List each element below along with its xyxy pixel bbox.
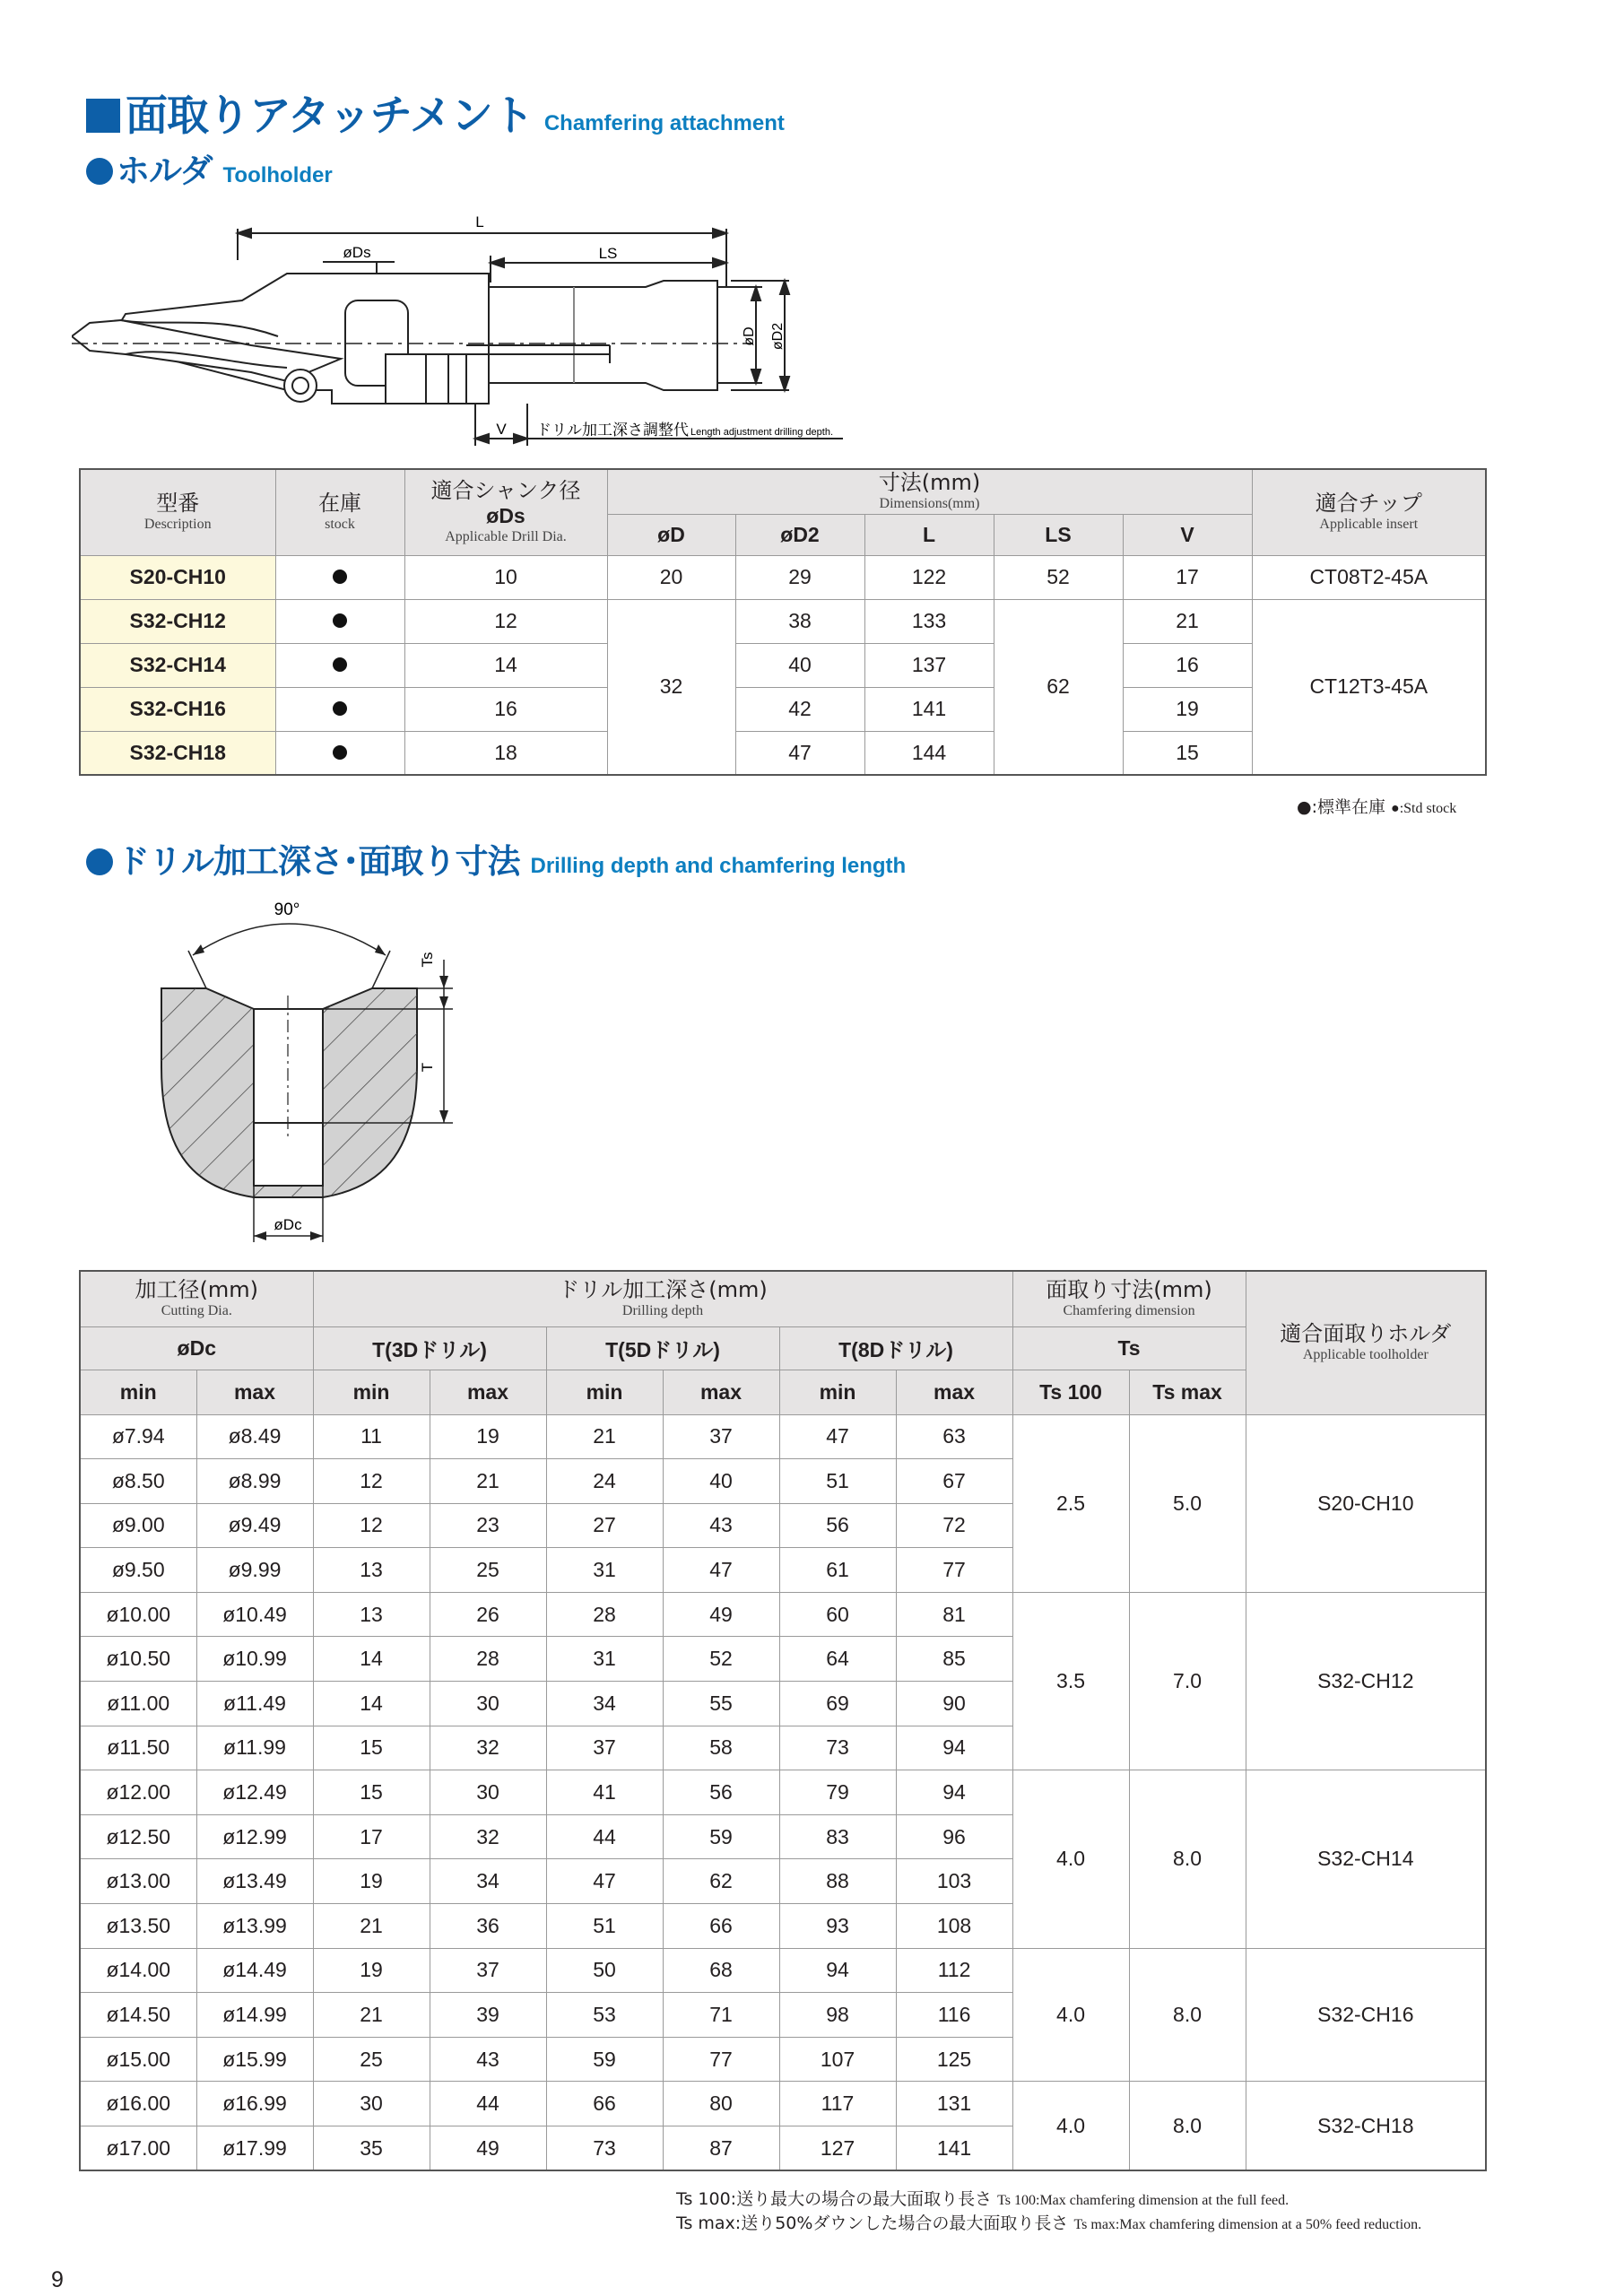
table-cell: 62 <box>663 1859 779 1904</box>
table-cell: ø11.00 <box>80 1682 196 1726</box>
table-cell: 96 <box>896 1814 1012 1859</box>
table-cell: 85 <box>896 1637 1012 1682</box>
cell-holder: S32-CH16 <box>1246 1948 1486 2082</box>
table-cell: 31 <box>546 1637 663 1682</box>
cell-ls: 62 <box>994 599 1123 775</box>
table-cell: 108 <box>896 1904 1012 1949</box>
cell-model: S32-CH16 <box>80 687 275 731</box>
table-cell: 80 <box>663 2082 779 2126</box>
table-cell: ø14.00 <box>80 1948 196 1993</box>
cell-ts100: 4.0 <box>1012 1948 1129 2082</box>
table-cell: ø12.49 <box>196 1770 313 1815</box>
table-cell: 77 <box>896 1548 1012 1593</box>
table-cell: ø14.50 <box>80 1993 196 2038</box>
table-cell: ø16.99 <box>196 2082 313 2126</box>
table-cell: ø10.00 <box>80 1592 196 1637</box>
table-cell: 72 <box>896 1503 1012 1548</box>
table-cell: 94 <box>779 1948 896 1993</box>
cell-tsmax: 7.0 <box>1129 1592 1246 1770</box>
table-cell: 35 <box>313 2126 430 2171</box>
section-heading-holder <box>86 144 333 192</box>
label-adjust-en: Length adjustment drilling depth. <box>690 427 833 438</box>
cell-tsmax: 8.0 <box>1129 1948 1246 2082</box>
th-max: max <box>896 1370 1012 1414</box>
table-cell: ø9.00 <box>80 1503 196 1548</box>
table-cell: ø14.99 <box>196 1993 313 2038</box>
table-row <box>80 1948 1486 1993</box>
page-number: 9 <box>51 2267 64 2292</box>
table-cell: 59 <box>546 2037 663 2082</box>
cell-v: 21 <box>1123 599 1252 643</box>
table-cell: 64 <box>779 1637 896 1682</box>
table-cell: 47 <box>663 1548 779 1593</box>
table-cell: 79 <box>779 1770 896 1815</box>
table-cell: 17 <box>313 1814 430 1859</box>
table-cell: 59 <box>663 1814 779 1859</box>
table-cell: 94 <box>896 1726 1012 1770</box>
table-cell: 66 <box>546 2082 663 2126</box>
square-bullet-icon <box>86 99 120 133</box>
table-cell: 56 <box>663 1770 779 1815</box>
table-cell: ø16.00 <box>80 2082 196 2126</box>
cell-v: 17 <box>1123 555 1252 599</box>
cell-d2: 29 <box>735 555 864 599</box>
table-cell: 117 <box>779 2082 896 2126</box>
cell-ts100: 4.0 <box>1012 1770 1129 1948</box>
holder-table <box>79 468 1487 776</box>
cell-d2: 38 <box>735 599 864 643</box>
table-cell: 87 <box>663 2126 779 2171</box>
table-cell: 34 <box>430 1859 546 1904</box>
table-row <box>80 2082 1486 2126</box>
th-drill: ドリル加工深さ(mm) Drilling depth <box>313 1271 1012 1326</box>
cell-d2: 47 <box>735 731 864 775</box>
section-holder-en: Toolholder <box>222 163 333 187</box>
table-cell: 131 <box>896 2082 1012 2126</box>
table-cell: 88 <box>779 1859 896 1904</box>
table-cell: ø12.00 <box>80 1770 196 1815</box>
page-title <box>86 83 785 143</box>
table-cell: 73 <box>546 2126 663 2171</box>
stock-bullet <box>275 555 404 599</box>
table-cell: ø11.50 <box>80 1726 196 1770</box>
note-tsmax: Ts max:送り50%ダウンした場合の最大面取り長さ Ts max:Max chamfering dimension at a 50% feed reduction. <box>676 2213 1422 2233</box>
th-ls: LS <box>994 514 1123 555</box>
cell-model: S20-CH10 <box>80 555 275 599</box>
stock-bullet <box>275 599 404 643</box>
table-row <box>80 555 1486 599</box>
stock-bullet <box>275 731 404 775</box>
cell-insert: CT08T2-45A <box>1252 555 1486 599</box>
table-cell: 103 <box>896 1859 1012 1904</box>
cell-ts100: 3.5 <box>1012 1592 1129 1770</box>
label-angle: 90° <box>274 900 300 919</box>
table-cell: 12 <box>313 1503 430 1548</box>
table-cell: 28 <box>430 1637 546 1682</box>
th-ts: Ts <box>1012 1326 1246 1370</box>
th-holder: 適合面取りホルダ Applicable toolholder <box>1246 1271 1486 1414</box>
section-depth-jp: ドリル加工深さ･面取り寸法 <box>117 842 520 881</box>
table-cell: 49 <box>430 2126 546 2171</box>
cell-tsmax: 8.0 <box>1129 2082 1246 2170</box>
table-cell: 93 <box>779 1904 896 1949</box>
table-cell: 50 <box>546 1948 663 1993</box>
th-dims: 寸法(mm) Dimensions(mm) <box>607 469 1252 514</box>
th-v: V <box>1123 514 1252 555</box>
table-cell: 13 <box>313 1548 430 1593</box>
cell-ds: 12 <box>404 599 607 643</box>
th-t3: T(3Dドリル) <box>313 1326 546 1370</box>
table-cell: ø9.99 <box>196 1548 313 1593</box>
th-shank: 適合シャンク径 øDs Applicable Drill Dia. <box>404 469 607 555</box>
table-cell: 32 <box>430 1814 546 1859</box>
table-cell: ø13.00 <box>80 1859 196 1904</box>
table-row <box>80 1770 1486 1815</box>
table-cell: 51 <box>779 1459 896 1504</box>
table-cell: 14 <box>313 1682 430 1726</box>
table-cell: ø17.99 <box>196 2126 313 2171</box>
th-dc: øDc <box>80 1326 313 1370</box>
label-dc: øDc <box>274 1216 302 1233</box>
table-cell: 13 <box>313 1592 430 1637</box>
table-cell: 141 <box>896 2126 1012 2171</box>
table-cell: ø14.49 <box>196 1948 313 1993</box>
table-cell: 43 <box>663 1503 779 1548</box>
cell-ds: 14 <box>404 643 607 687</box>
table-cell: 60 <box>779 1592 896 1637</box>
cell-holder: S32-CH14 <box>1246 1770 1486 1948</box>
cell-tsmax: 8.0 <box>1129 1770 1246 1948</box>
label-LS: LS <box>598 245 618 262</box>
table-cell: 15 <box>313 1770 430 1815</box>
table-cell: 27 <box>546 1503 663 1548</box>
table-cell: 26 <box>430 1592 546 1637</box>
cell-ls: 52 <box>994 555 1123 599</box>
table-cell: 21 <box>430 1459 546 1504</box>
table-cell: 56 <box>779 1503 896 1548</box>
cell-holder: S20-CH10 <box>1246 1414 1486 1592</box>
th-d: øD <box>607 514 735 555</box>
cell-model: S32-CH14 <box>80 643 275 687</box>
cell-ds: 18 <box>404 731 607 775</box>
cell-l: 122 <box>864 555 994 599</box>
cell-d: 32 <box>607 599 735 775</box>
table-cell: 21 <box>313 1993 430 2038</box>
table-cell: 98 <box>779 1993 896 2038</box>
circle-bullet-icon <box>86 158 113 185</box>
table-cell: 81 <box>896 1592 1012 1637</box>
th-tsmax: Ts max <box>1129 1370 1246 1414</box>
title-en: Chamfering attachment <box>543 111 785 135</box>
th-stock: 在庫 stock <box>275 469 404 555</box>
cell-ts100: 4.0 <box>1012 2082 1129 2170</box>
table-cell: 12 <box>313 1459 430 1504</box>
table-cell: ø7.94 <box>80 1414 196 1459</box>
table-cell: 61 <box>779 1548 896 1593</box>
table-cell: 30 <box>430 1682 546 1726</box>
label-D2: øD2 <box>770 322 786 351</box>
th-max: max <box>663 1370 779 1414</box>
table-row <box>80 599 1486 643</box>
table-cell: 49 <box>663 1592 779 1637</box>
table-cell: 51 <box>546 1904 663 1949</box>
th-ts100: Ts 100 <box>1012 1370 1129 1414</box>
section-depth-en: Drilling depth and chamfering length <box>530 854 907 878</box>
table-cell: 125 <box>896 2037 1012 2082</box>
th-model: 型番 Description <box>80 469 275 555</box>
table-cell: ø8.50 <box>80 1459 196 1504</box>
table-cell: 47 <box>546 1859 663 1904</box>
table-cell: ø13.49 <box>196 1859 313 1904</box>
table-cell: 24 <box>546 1459 663 1504</box>
table-cell: 30 <box>430 1770 546 1815</box>
table-cell: 21 <box>546 1414 663 1459</box>
table-cell: 11 <box>313 1414 430 1459</box>
table-cell: 63 <box>896 1414 1012 1459</box>
table-cell: 14 <box>313 1637 430 1682</box>
cell-d: 20 <box>607 555 735 599</box>
cell-v: 15 <box>1123 731 1252 775</box>
th-t8: T(8Dドリル) <box>779 1326 1012 1370</box>
label-ts: Ts <box>419 952 436 968</box>
cell-d2: 40 <box>735 643 864 687</box>
cell-l: 144 <box>864 731 994 775</box>
table-cell: 58 <box>663 1726 779 1770</box>
stock-note: ●:標準在庫 ●:Std stock <box>1297 797 1457 817</box>
table-cell: 37 <box>546 1726 663 1770</box>
depth-table-body <box>80 1414 1486 2170</box>
table-cell: 19 <box>313 1859 430 1904</box>
stock-bullet <box>275 643 404 687</box>
cell-holder: S32-CH18 <box>1246 2082 1486 2170</box>
label-V: V <box>496 421 507 438</box>
cell-l: 133 <box>864 599 994 643</box>
table-cell: 34 <box>546 1682 663 1726</box>
th-min: min <box>80 1370 196 1414</box>
cell-l: 141 <box>864 687 994 731</box>
table-cell: 127 <box>779 2126 896 2171</box>
table-cell: 77 <box>663 2037 779 2082</box>
table-cell: 66 <box>663 1904 779 1949</box>
table-cell: 39 <box>430 1993 546 2038</box>
table-cell: 30 <box>313 2082 430 2126</box>
table-cell: 116 <box>896 1993 1012 2038</box>
th-d2: øD2 <box>735 514 864 555</box>
table-cell: 15 <box>313 1726 430 1770</box>
table-cell: 44 <box>546 1814 663 1859</box>
table-cell: ø12.99 <box>196 1814 313 1859</box>
th-chamfer: 面取り寸法(mm) Chamfering dimension <box>1012 1271 1246 1326</box>
table-cell: ø8.49 <box>196 1414 313 1459</box>
cell-d2: 42 <box>735 687 864 731</box>
table-cell: 52 <box>663 1637 779 1682</box>
table-cell: 19 <box>313 1948 430 1993</box>
table-cell: 53 <box>546 1993 663 2038</box>
th-cut: 加工径(mm) Cutting Dia. <box>80 1271 313 1326</box>
cell-ts100: 2.5 <box>1012 1414 1129 1592</box>
th-min: min <box>313 1370 430 1414</box>
table-cell: 83 <box>779 1814 896 1859</box>
th-min: min <box>546 1370 663 1414</box>
table-cell: 25 <box>430 1548 546 1593</box>
note-ts100: Ts 100:送り最大の場合の最大面取り長さ Ts 100:Max chamfering dimension at the full feed. <box>676 2189 1290 2209</box>
table-cell: 47 <box>779 1414 896 1459</box>
th-insert: 適合チップ Applicable insert <box>1252 469 1486 555</box>
cell-insert: CT12T3-45A <box>1252 599 1486 775</box>
cell-l: 137 <box>864 643 994 687</box>
table-cell: ø8.99 <box>196 1459 313 1504</box>
label-Ds: øDs <box>343 244 371 261</box>
table-cell: 67 <box>896 1459 1012 1504</box>
table-cell: ø17.00 <box>80 2126 196 2171</box>
table-cell: 23 <box>430 1503 546 1548</box>
table-cell: 71 <box>663 1993 779 2038</box>
table-cell: ø9.50 <box>80 1548 196 1593</box>
th-max: max <box>196 1370 313 1414</box>
th-min: min <box>779 1370 896 1414</box>
label-D: øD <box>742 326 757 346</box>
holder-diagram <box>72 211 879 457</box>
stock-bullet <box>275 687 404 731</box>
table-cell: 37 <box>430 1948 546 1993</box>
table-cell: 28 <box>546 1592 663 1637</box>
table-cell: 107 <box>779 2037 896 2082</box>
table-cell: 41 <box>546 1770 663 1815</box>
th-t5: T(5Dドリル) <box>546 1326 779 1370</box>
table-row <box>80 1414 1486 1459</box>
label-t: T <box>419 1062 436 1073</box>
table-cell: ø13.99 <box>196 1904 313 1949</box>
table-cell: 69 <box>779 1682 896 1726</box>
drill-depth-diagram <box>143 888 502 1251</box>
table-cell: 31 <box>546 1548 663 1593</box>
table-cell: ø11.49 <box>196 1682 313 1726</box>
th-max: max <box>430 1370 546 1414</box>
table-cell: 55 <box>663 1682 779 1726</box>
table-cell: 68 <box>663 1948 779 1993</box>
depth-table <box>79 1270 1487 2171</box>
label-adjust-jp: ドリル加工深さ調整代 <box>536 422 689 439</box>
cell-ds: 10 <box>404 555 607 599</box>
table-cell: ø15.99 <box>196 2037 313 2082</box>
circle-bullet-icon <box>86 848 113 875</box>
cell-model: S32-CH18 <box>80 731 275 775</box>
table-row <box>80 1592 1486 1637</box>
table-cell: 37 <box>663 1414 779 1459</box>
title-jp: 面取りアタッチメント <box>126 91 534 141</box>
table-cell: 32 <box>430 1726 546 1770</box>
table-cell: 36 <box>430 1904 546 1949</box>
table-cell: ø9.49 <box>196 1503 313 1548</box>
table-cell: 44 <box>430 2082 546 2126</box>
table-cell: ø15.00 <box>80 2037 196 2082</box>
table-cell: 73 <box>779 1726 896 1770</box>
table-cell: 40 <box>663 1459 779 1504</box>
table-cell: ø12.50 <box>80 1814 196 1859</box>
cell-v: 19 <box>1123 687 1252 731</box>
table-cell: ø10.99 <box>196 1637 313 1682</box>
table-cell: 21 <box>313 1904 430 1949</box>
cell-tsmax: 5.0 <box>1129 1414 1246 1592</box>
label-L: L <box>475 213 484 230</box>
table-cell: 19 <box>430 1414 546 1459</box>
table-cell: 25 <box>313 2037 430 2082</box>
cell-v: 16 <box>1123 643 1252 687</box>
table-cell: 90 <box>896 1682 1012 1726</box>
th-l: L <box>864 514 994 555</box>
table-cell: ø10.49 <box>196 1592 313 1637</box>
table-cell: 112 <box>896 1948 1012 1993</box>
table-cell: ø11.99 <box>196 1726 313 1770</box>
table-cell: 94 <box>896 1770 1012 1815</box>
cell-ds: 16 <box>404 687 607 731</box>
table-cell: 43 <box>430 2037 546 2082</box>
section-holder-jp: ホルダ <box>117 152 213 190</box>
cell-holder: S32-CH12 <box>1246 1592 1486 1770</box>
table-cell: ø10.50 <box>80 1637 196 1682</box>
table-cell: ø13.50 <box>80 1904 196 1949</box>
cell-model: S32-CH12 <box>80 599 275 643</box>
section-heading-depth <box>86 834 906 883</box>
